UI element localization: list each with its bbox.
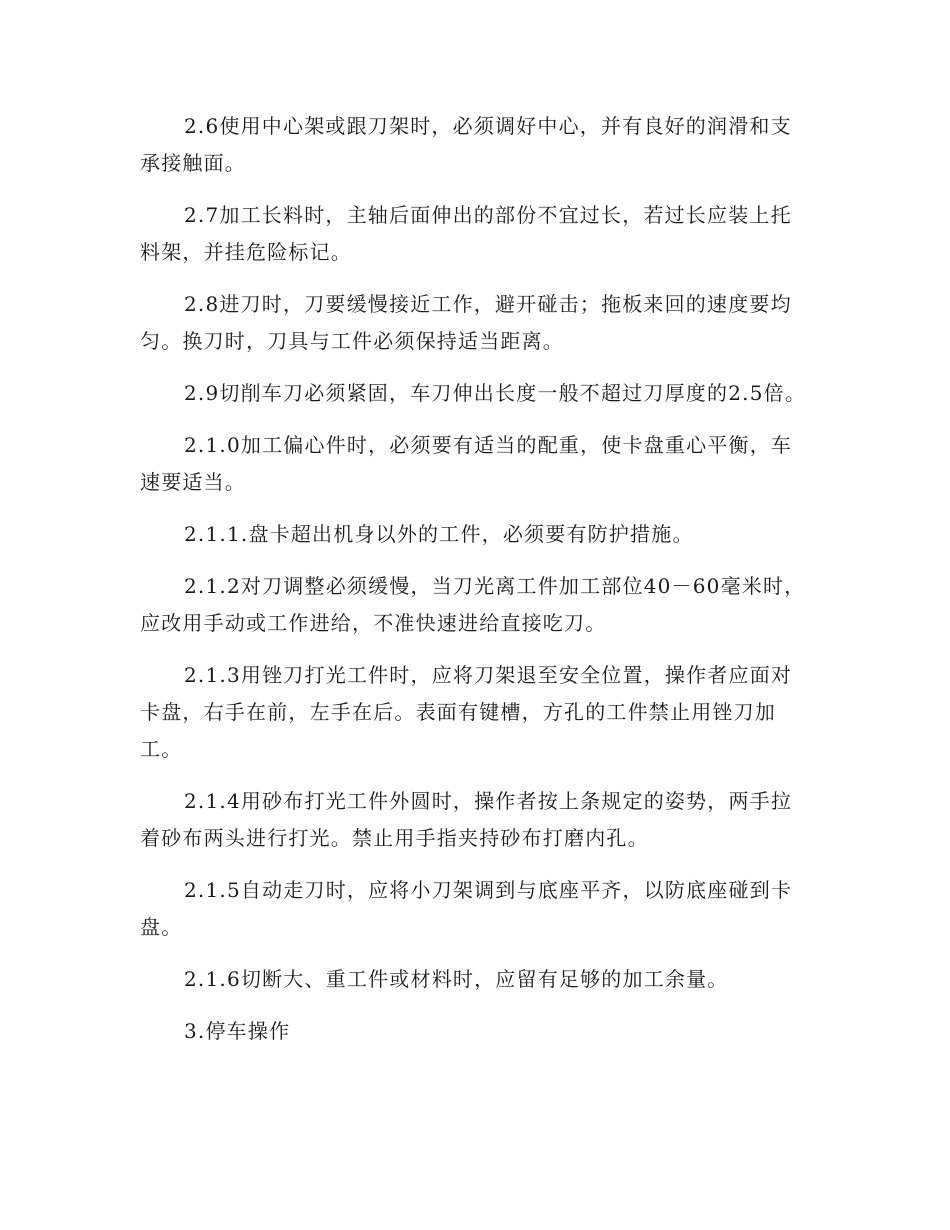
paragraph-2-6: 2.6使用中心架或跟刀架时，必须调好中心，并有良好的润滑和支承接触面。 <box>140 114 792 175</box>
paragraph-2-1-6: 2.1.6切断大、重工件或材料时，应留有足够的加工余量。 <box>184 967 729 991</box>
paragraph-2-9: 2.9切削车刀必须紧固，车刀伸出长度一般不超过刀厚度的2.5倍。 <box>184 381 807 405</box>
document-body <box>140 108 812 1065</box>
paragraph-2-1-0: 2.1.0加工偏心件时，必须要有适当的配重，使卡盘重心平衡，车速要适当。 <box>140 433 793 494</box>
paragraph-2-7: 2.7加工长料时，主轴后面伸出的部份不宜过长，若过长应装上托料架，并挂危险标记。 <box>140 203 792 264</box>
section-heading-3: 3.停车操作 <box>184 1019 291 1043</box>
paragraph-2-1-1: 2.1.1.盘卡超出机身以外的工件，必须要有防护措施。 <box>184 522 694 546</box>
paragraph-2-1-5: 2.1.5自动走刀时，应将小刀架调到与底座平齐，以防底座碰到卡盘。 <box>140 878 793 939</box>
paragraph-2-8: 2.8进刀时，刀要缓慢接近工作，避开碰击；拖板来回的速度要均匀。换刀时，刀具与工件必须保持适当距离。 <box>140 292 792 353</box>
paragraph-2-1-4: 2.1.4用砂布打光工件外圆时，操作者按上条规定的姿势，两手拉着砂布两头进行打光。禁止用手指夹持砂布打磨内孔。 <box>140 789 793 850</box>
paragraph-2-1-2: 2.1.2对刀调整必须缓慢，当刀光离工件加工部位40－60毫米时，应改用手动或工作进给，不准快速进给直接吃刀。 <box>140 574 806 635</box>
paragraph-2-1-3: 2.1.3用锉刀打光工件时，应将刀架退至安全位置，操作者应面对卡盘，右手在前，左手在后。表面有键槽，方孔的工件禁止用锉刀加工。 <box>140 663 793 761</box>
